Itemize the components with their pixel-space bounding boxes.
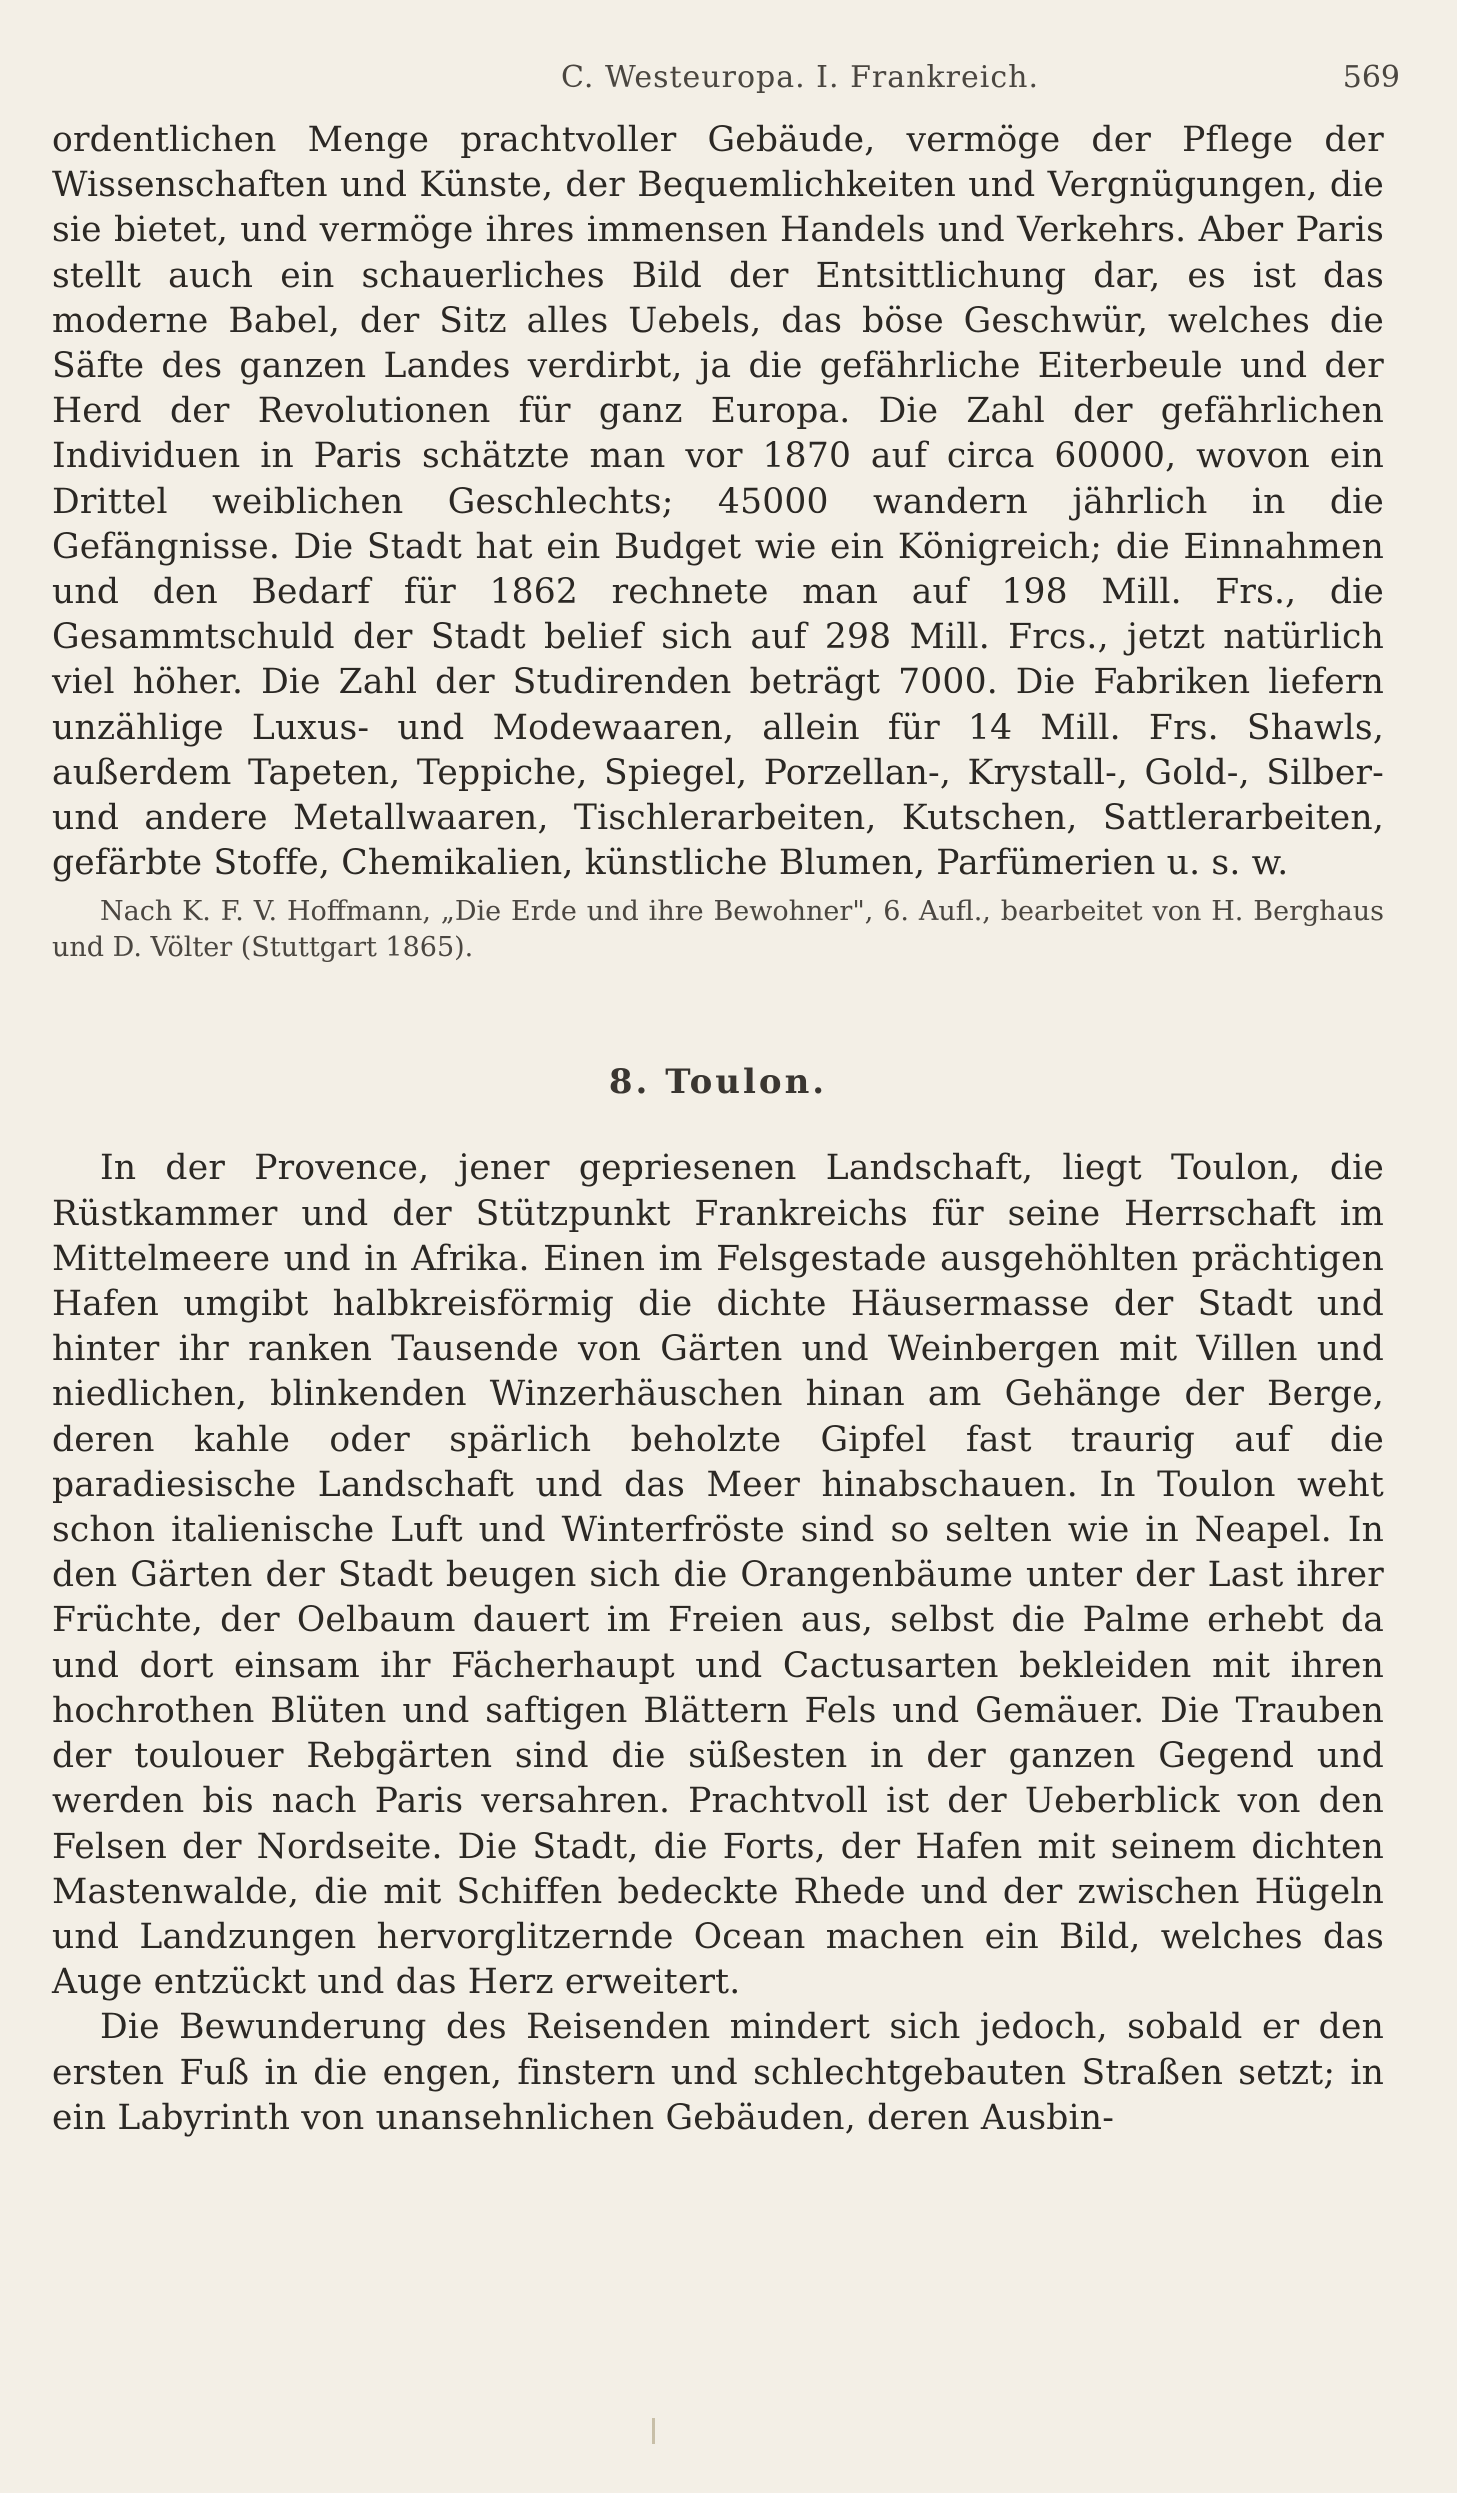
page-mark bbox=[652, 2418, 655, 2444]
running-head-title: C. Westeuropa. I. Frankreich. bbox=[560, 60, 1039, 95]
source-citation: Nach K. F. V. Hoffmann, „Die Erde und ihre Bewohner", 6. Aufl., bearbeitet von H. Berghaus und D. Völter (Stuttgart 1865). bbox=[52, 896, 1384, 964]
page-number: 569 bbox=[1342, 60, 1400, 95]
paragraph-toulon-1: In der Provence, jener gepriesenen Landschaft, liegt Toulon, die Rüstkammer und der Stützpunkt Frankreichs für seine Herrschaft im Mittelmeere und in Afrika. Einen im Felsgestade ausgehöhlten prächtigen Hafen umgibt halbkreisförmig die dichte Häusermasse der Stadt und hinter ihr ranken Tausende von Gärten und Weinbergen mit Villen und niedlichen, blinkenden Winzerhäuschen hinan am Gehänge der Berge, deren kahle oder spärlich beholzte Gipfel fast traurig auf die paradiesische Landschaft und das Meer hinabschauen. In Toulon weht schon italienische Luft und Winterfröste sind so selten wie in Neapel. In den Gärten der Stadt beugen sich die Orangenbäume unter der Last ihrer Früchte, der Oelbaum dauert im Freien aus, selbst die Palme erhebt da und dort einsam ihr Fächerhaupt und Cactusarten bekleiden mit ihren hochrothen Blüten und saftigen Blättern Fels und Gemäuer. Die Trauben der toulouer Rebgärten sind die süßesten in der ganzen Gegend und werden bis nach Paris versahren. Prachtvoll ist der Ueberblick von den Felsen der Nordseite. Die Stadt, die Forts, der Hafen mit seinem dichten Mastenwalde, die mit Schiffen bedeckte Rhede und der zwischen Hügeln und Landzungen hervorglitzernde Ocean machen ein Bild, welches das Auge entzückt und das Herz erweitert. bbox=[52, 1148, 1384, 2003]
text-column bbox=[52, 118, 1384, 2141]
running-head bbox=[200, 60, 1400, 120]
section-heading: 8. Toulon. bbox=[608, 1062, 828, 1103]
paragraph-paris: ordentlichen Menge prachtvoller Gebäude, vermöge der Pflege der Wissenschaften und Künste, der Bequemlichkeiten und Vergnügungen, die sie bietet, und vermöge ihres immensen Handels und Verkehrs. Aber Paris stellt auch ein schauerliches Bild der Entsittlichung dar, es ist das moderne Babel, der Sitz alles Uebels, das böse Geschwür, welches die Säfte des ganzen Landes verdirbt, ja die gefährliche Eiterbeule und der Herd der Revolutionen für ganz Europa. Die Zahl der gefährlichen Individuen in Paris schätzte man vor 1870 auf circa 60000, wovon ein Drittel weiblichen Geschlechts; 45000 wandern jährlich in die Gefängnisse. Die Stadt hat ein Budget wie ein Königreich; die Einnahmen und den Bedarf für 1862 rechnete man auf 198 Mill. Frs., die Gesammtschuld der Stadt belief sich auf 298 Mill. Frcs., jetzt natürlich viel höher. Die Zahl der Studirenden beträgt 7000. Die Fabriken liefern unzählige Luxus- und Modewaaren, allein für 14 Mill. Frs. Shawls, außerdem Tapeten, Teppiche, Spiegel, Porzellan-, Krystall-, Gold-, Silber- und andere Metallwaaren, Tischlerarbeiten, Kutschen, Sattlerarbeiten, gefärbte Stoffe, Chemikalien, künstliche Blumen, Parfümerien u. s. w. bbox=[52, 120, 1384, 884]
paragraph-toulon-2: Die Bewunderung des Reisenden mindert sich jedoch, sobald er den ersten Fuß in die engen, finstern und schlechtgebauten Straßen setzt; in ein Labyrinth von unansehnlichen Gebäuden, deren Ausbin- bbox=[52, 2007, 1384, 2138]
